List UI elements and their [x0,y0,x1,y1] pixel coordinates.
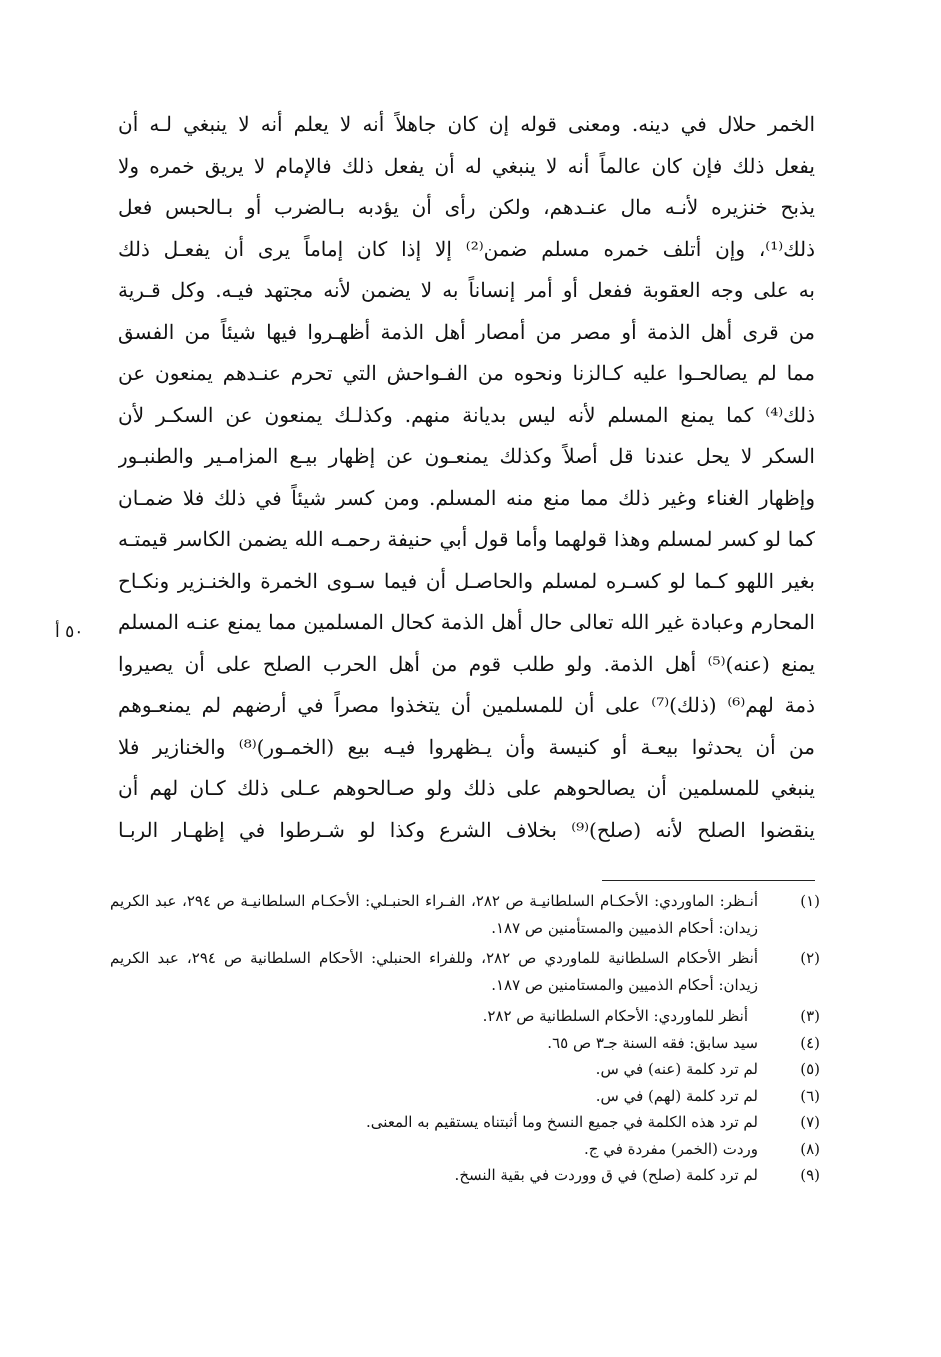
text-line: وإظهار الغناء وغير ذلك مما منع منه المسلم. ومن كسر شيئاً في ذلك فلا ضمـان [118,485,815,510]
text-line: يذبح خنزيره لأنـه مال عنـدهم، ولكن رأى أن يؤدبه بـالضرب أو بـالحبس فعل [118,195,815,219]
text-line: ذلك⁽¹⁾، وإن أتلف خمره مسلم ضمن⁽²⁾ إلا إذا كان إماماً يرى أن يفعـل ذلك [118,236,815,261]
footnote [110,1083,820,1110]
text-line: مما لم يصالحـوا عليه كـالزنا ونحوه من الفـواحش التي تحرم عنـدهم يمنعون عن [118,361,815,385]
text-line: به على وجه العقوبة ففعل أو أمر إنساناً به لا يضمن لأنه مجتهد فيـه. وكل قـرية [118,278,815,302]
text-line: من أن يحدثوا بيعـة أو كنيسة وأن يـظهروا فيـه بيع (الخمـور)⁽⁸⁾ والخنازير فلا [118,734,815,759]
text-line: السكر لا يحل عندنا قل أصلاً وكذلك يمنعـون عن إظهار بيـع المزامـير والطنبـور [118,444,815,468]
footnote-text: سيد سابق: فقه السنة جـ٣ ص ٦٥. [547,1033,758,1052]
footnote [110,1030,820,1057]
footnote-number: (٣) [800,1007,820,1025]
footnote-number: (٢) [800,949,820,967]
text-line: ذلك⁽⁴⁾ كما يمنع المسلم لأنه ليس بديانة منهم. وكذلـك يمنعون عن السكـر لأن [118,402,815,427]
text-line: ينقضوا الصلح لأنه (صلح)⁽⁹⁾ بخلاف الشرع وكذا لو شـرطوا في إظهـار الربـا [118,817,815,842]
footnote-text: أنـظر: الماوردي: الأحكـام السلطانيـة ص ٢٨٢، الفـراء الحنبـلي: الأحكـام السلطانيـة ص ٢٩٤، عبد الكريم زيدان: أحكام الذميين والمستأمنين ص ١٨٧. [110,892,758,937]
footnote-number: (٤) [800,1033,820,1052]
footnote-text: أنظر الأحكام السلطانية للماوردي ص ٢٨٢، وللفراء الحنبلي: الأحكام السلطانية ص ٢٩٤، عبد الكريم زيدان: أحكام الذميين والمستامنين ص ١٨٧. [110,949,758,994]
text-line: من قرى أهل الذمة أو مصر من أمصار أهل الذمة أظهـروا فيها شيئاً من الفسق [118,319,815,344]
footnote [110,1162,820,1189]
footnote [110,945,820,998]
footnote-text: أنظر للماوردي: الأحكام السلطانية ص ٢٨٢. [482,1007,748,1025]
footnote [110,1056,820,1083]
footnote [110,1003,820,1030]
footnote-separator [602,880,815,881]
text-line: كما لو كسر لمسلم وهذا قولهما وأما قول أبي حنيفة رحمـه الله يضمن الكاسر قيمتـه [118,527,815,551]
footnote-number: (١) [800,892,820,910]
footnote-text: لم ترد هذه الكلمة في جميع النسخ وما أثبتناه يستقيم به المعنى. [366,1113,758,1131]
text-line: ينبغي للمسلمين أن يصالحوهم على ذلك ولو صـالحوهم عـلى ذلك كـان لهم أن [118,776,815,800]
footnote-number: (٩) [800,1166,820,1184]
footnote [110,1109,820,1136]
text-line: يمنع (عنه)⁽⁵⁾ أهل الذمة. ولو طلب قوم من أهل الحرب الصلح على أن يصيروا [118,651,815,676]
footnote-number: (٦) [800,1086,820,1105]
folio-margin-note: ٥٠ أ [55,622,84,642]
footnote-text: وردت (الخمر) مفردة في ج. [584,1139,758,1158]
text-line: بغير اللهو كـما لو كسـره لمسلم والحاصـل أن فيما سـوى الخمرة والخنـزير ونكـاح [118,568,815,593]
main-text-block [118,104,815,851]
footnotes-block [110,888,820,1189]
text-line: المحارم وعبادة غير الله تعالى حال أهل الذمة كحال المسلمين مما يمنع عنـه المسلم [118,610,815,634]
footnote-text: لم ترد كلمة (صلح) في ق ووردت في بقية النسخ. [454,1166,758,1184]
text-line: الخمر حلال في دينه. ومعنى قوله إن كان جاهلاً أنه لا يعلم أنه لا ينبغي لـه أن [118,112,815,136]
text-line: ذمة لهم⁽⁶⁾ (ذلك)⁽⁷⁾ على أن للمسلمين أن يتخذوا مصراً في أرضهم لم يمنعـوهم [118,693,815,717]
footnote-number: (٨) [800,1139,820,1158]
footnote-text: لم ترد كلمة (لهم) في س. [595,1086,758,1105]
footnote-number: (٧) [800,1113,820,1131]
footnote [110,888,820,941]
footnote [110,1136,820,1163]
footnote-text: لم ترد كلمة (عنه) في س. [595,1060,758,1078]
text-line: يفعل ذلك فإن كان عالماً أنه لا ينبغي له أن يفعل ذلك فالإمام لا يريق خمره ولا [118,153,815,178]
footnote-number: (٥) [800,1060,820,1078]
